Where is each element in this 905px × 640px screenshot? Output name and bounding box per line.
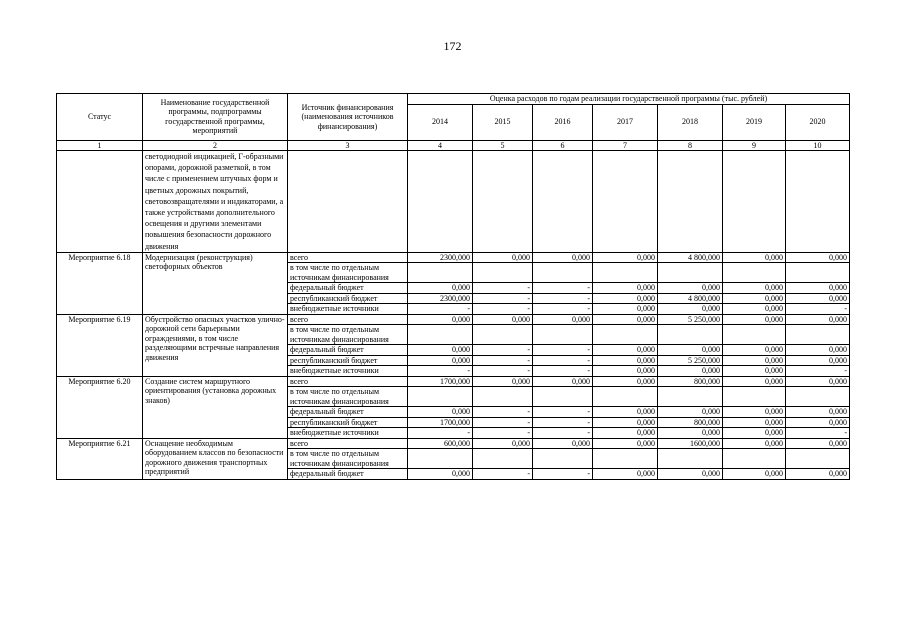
amount-cell	[593, 263, 658, 283]
funding-source: республиканский бюджет	[288, 293, 408, 304]
amount-cell: 0,000	[593, 283, 658, 294]
funding-source: федеральный бюджет	[288, 345, 408, 356]
amount-cell: 0,000	[786, 417, 850, 428]
amount-cell: 0,000	[593, 345, 658, 356]
amount-cell: -	[786, 366, 850, 377]
measure-status: Мероприятие 6.20	[57, 376, 143, 438]
amount-cell	[593, 387, 658, 407]
amount-cell: 0,000	[723, 366, 786, 377]
amount-cell: -	[473, 366, 533, 377]
measure-name: Создание систем маршрутного ориентирования (установка дорожных знаков)	[143, 376, 288, 438]
table-body	[57, 151, 850, 480]
amount-cell: 0,000	[786, 283, 850, 294]
amount-cell: 0,000	[786, 469, 850, 480]
measure-status: Мероприятие 6.21	[57, 438, 143, 479]
amount-cell: -	[473, 469, 533, 480]
amount-cell	[408, 263, 473, 283]
year-header: 2017	[593, 104, 658, 140]
amount-cell: 0,000	[723, 304, 786, 315]
table-row	[57, 438, 850, 449]
amount-cell: -	[473, 428, 533, 439]
funding-source: в том числе по отдельным источникам финансирования	[288, 387, 408, 407]
amount-cell: 0,000	[658, 428, 723, 439]
funding-source: в том числе по отдельным источникам финансирования	[288, 263, 408, 283]
amount-cell: 0,000	[593, 314, 658, 325]
amount-cell	[473, 263, 533, 283]
amount-cell: 1600,000	[658, 438, 723, 449]
empty-cell	[473, 151, 533, 253]
amount-cell: 0,000	[658, 407, 723, 418]
amount-cell: 0,000	[723, 469, 786, 480]
amount-cell	[723, 263, 786, 283]
header-source: Источник финансирования (наименования источников финансирования)	[288, 94, 408, 141]
continuation-name: светодиодной индикацией, Г-образными опорами, дорожной разметкой, в том числе с применением штучных форм и цветных дорожных покрытий, световозвращателями и индикаторами, а также устройствами дополнительного освещения и другими элементами повышения безопасности дорожного движения	[143, 151, 288, 253]
budget-table	[56, 93, 850, 480]
year-header: 2020	[786, 104, 850, 140]
amount-cell: 0,000	[786, 314, 850, 325]
amount-cell	[658, 263, 723, 283]
measure-status: Мероприятие 6.19	[57, 314, 143, 376]
amount-cell	[473, 325, 533, 345]
funding-source: федеральный бюджет	[288, 469, 408, 480]
amount-cell: -	[533, 469, 593, 480]
amount-cell: 0,000	[593, 293, 658, 304]
amount-cell: 0,000	[533, 376, 593, 387]
amount-cell: -	[473, 345, 533, 356]
amount-cell: 4 800,000	[658, 293, 723, 304]
amount-cell: 0,000	[723, 417, 786, 428]
funding-source: внебюджетные источники	[288, 428, 408, 439]
amount-cell: 0,000	[593, 366, 658, 377]
funding-source: в том числе по отдельным источникам финансирования	[288, 449, 408, 469]
amount-cell: 0,000	[723, 376, 786, 387]
year-header: 2014	[408, 104, 473, 140]
funding-source: всего	[288, 314, 408, 325]
amount-cell	[786, 263, 850, 283]
amount-cell: 0,000	[593, 428, 658, 439]
funding-source: всего	[288, 438, 408, 449]
amount-cell: -	[533, 283, 593, 294]
amount-cell: 0,000	[473, 376, 533, 387]
amount-cell: 0,000	[786, 293, 850, 304]
amount-cell	[593, 449, 658, 469]
empty-cell	[658, 151, 723, 253]
amount-cell	[408, 449, 473, 469]
year-header: 2019	[723, 104, 786, 140]
amount-cell: 0,000	[408, 469, 473, 480]
amount-cell: -	[533, 407, 593, 418]
amount-cell: 800,000	[658, 417, 723, 428]
amount-cell: 0,000	[408, 355, 473, 366]
amount-cell: 0,000	[723, 283, 786, 294]
amount-cell	[786, 449, 850, 469]
amount-cell: 0,000	[593, 304, 658, 315]
amount-cell: 0,000	[593, 355, 658, 366]
amount-cell	[658, 387, 723, 407]
amount-cell: 600,000	[408, 438, 473, 449]
amount-cell: 0,000	[593, 417, 658, 428]
year-header: 2018	[658, 104, 723, 140]
amount-cell	[473, 387, 533, 407]
amount-cell: 0,000	[533, 314, 593, 325]
amount-cell: 0,000	[723, 438, 786, 449]
column-number: 8	[658, 140, 723, 151]
funding-source: внебюджетные источники	[288, 366, 408, 377]
amount-cell: 4 800,000	[658, 252, 723, 263]
amount-cell: -	[533, 355, 593, 366]
table-row	[57, 252, 850, 263]
year-header: 2015	[473, 104, 533, 140]
column-number: 1	[57, 140, 143, 151]
amount-cell: 0,000	[786, 252, 850, 263]
amount-cell	[723, 325, 786, 345]
amount-cell: 0,000	[473, 314, 533, 325]
amount-cell: 0,000	[593, 407, 658, 418]
amount-cell	[533, 449, 593, 469]
amount-cell: 0,000	[408, 345, 473, 356]
table-row	[57, 314, 850, 325]
amount-cell	[408, 387, 473, 407]
amount-cell: 0,000	[593, 252, 658, 263]
amount-cell: -	[533, 366, 593, 377]
header-estimate: Оценка расходов по годам реализации государственной программы (тыс. рублей)	[408, 94, 850, 105]
column-number: 5	[473, 140, 533, 151]
amount-cell: 0,000	[658, 366, 723, 377]
amount-cell: -	[533, 304, 593, 315]
amount-cell: -	[786, 304, 850, 315]
funding-source: федеральный бюджет	[288, 283, 408, 294]
amount-cell: -	[473, 304, 533, 315]
amount-cell: 0,000	[408, 283, 473, 294]
amount-cell: 0,000	[723, 407, 786, 418]
amount-cell: 2300,000	[408, 252, 473, 263]
measure-status: Мероприятие 6.18	[57, 252, 143, 314]
amount-cell: 0,000	[723, 428, 786, 439]
column-number: 7	[593, 140, 658, 151]
measure-name: Оснащение необходимым оборудованием классов по безопасности дорожного движения транспортных предприятий	[143, 438, 288, 479]
empty-cell	[533, 151, 593, 253]
amount-cell: -	[786, 428, 850, 439]
amount-cell: -	[473, 407, 533, 418]
column-number: 6	[533, 140, 593, 151]
amount-cell: 0,000	[723, 314, 786, 325]
amount-cell: -	[473, 283, 533, 294]
column-number: 10	[786, 140, 850, 151]
amount-cell: 0,000	[408, 314, 473, 325]
amount-cell	[786, 387, 850, 407]
empty-cell	[288, 151, 408, 253]
amount-cell: 0,000	[658, 345, 723, 356]
amount-cell	[658, 325, 723, 345]
empty-cell	[786, 151, 850, 253]
amount-cell	[533, 387, 593, 407]
amount-cell: 5 250,000	[658, 355, 723, 366]
continuation-row	[57, 151, 850, 253]
amount-cell: 0,000	[473, 438, 533, 449]
amount-cell: 0,000	[658, 283, 723, 294]
amount-cell: 0,000	[658, 304, 723, 315]
amount-cell: 0,000	[786, 355, 850, 366]
amount-cell: 0,000	[593, 376, 658, 387]
measure-name: Обустройство опасных участков улично-дорожной сети барьерными ограждениями, в том числе разделяющими встречные направления движения	[143, 314, 288, 376]
column-number-row	[57, 140, 850, 151]
amount-cell: 0,000	[593, 469, 658, 480]
amount-cell	[786, 325, 850, 345]
amount-cell: -	[408, 428, 473, 439]
continuation-status-cell	[57, 151, 143, 253]
amount-cell: 0,000	[593, 438, 658, 449]
amount-cell	[593, 325, 658, 345]
amount-cell: -	[473, 293, 533, 304]
amount-cell: 0,000	[723, 355, 786, 366]
header-status: Статус	[57, 94, 143, 141]
funding-source: республиканский бюджет	[288, 417, 408, 428]
empty-cell	[723, 151, 786, 253]
column-number: 2	[143, 140, 288, 151]
amount-cell: 800,000	[658, 376, 723, 387]
amount-cell: 0,000	[533, 252, 593, 263]
amount-cell	[658, 449, 723, 469]
amount-cell	[723, 449, 786, 469]
page-number: 172	[443, 39, 462, 53]
amount-cell: 0,000	[533, 438, 593, 449]
amount-cell	[408, 325, 473, 345]
amount-cell: 0,000	[473, 252, 533, 263]
amount-cell	[723, 387, 786, 407]
amount-cell: -	[473, 417, 533, 428]
amount-cell: -	[408, 304, 473, 315]
amount-cell: -	[533, 417, 593, 428]
measure-name: Модернизация (реконструкция) светофорных объектов	[143, 252, 288, 314]
amount-cell	[533, 325, 593, 345]
header-name: Наименование государственной программы, подпрограммы государственной программы, мероприятий	[143, 94, 288, 141]
amount-cell: -	[533, 345, 593, 356]
amount-cell: 0,000	[786, 376, 850, 387]
amount-cell: 1700,000	[408, 417, 473, 428]
amount-cell: -	[473, 355, 533, 366]
funding-source: федеральный бюджет	[288, 407, 408, 418]
amount-cell: -	[533, 428, 593, 439]
funding-source: всего	[288, 252, 408, 263]
amount-cell: 2300,000	[408, 293, 473, 304]
amount-cell: 5 250,000	[658, 314, 723, 325]
amount-cell: 0,000	[786, 438, 850, 449]
year-header: 2016	[533, 104, 593, 140]
table-row	[57, 376, 850, 387]
amount-cell: -	[533, 293, 593, 304]
amount-cell: 0,000	[658, 469, 723, 480]
amount-cell: 0,000	[723, 252, 786, 263]
funding-source: в том числе по отдельным источникам финансирования	[288, 325, 408, 345]
column-number: 9	[723, 140, 786, 151]
funding-source: республиканский бюджет	[288, 355, 408, 366]
column-number: 4	[408, 140, 473, 151]
amount-cell: 0,000	[786, 407, 850, 418]
amount-cell: 0,000	[723, 345, 786, 356]
amount-cell	[533, 263, 593, 283]
amount-cell: 0,000	[723, 293, 786, 304]
amount-cell: 0,000	[408, 407, 473, 418]
amount-cell: -	[408, 366, 473, 377]
funding-source: внебюджетные источники	[288, 304, 408, 315]
amount-cell	[473, 449, 533, 469]
amount-cell: 0,000	[786, 345, 850, 356]
empty-cell	[408, 151, 473, 253]
column-number: 3	[288, 140, 408, 151]
funding-source: всего	[288, 376, 408, 387]
amount-cell: 1700,000	[408, 376, 473, 387]
empty-cell	[593, 151, 658, 253]
